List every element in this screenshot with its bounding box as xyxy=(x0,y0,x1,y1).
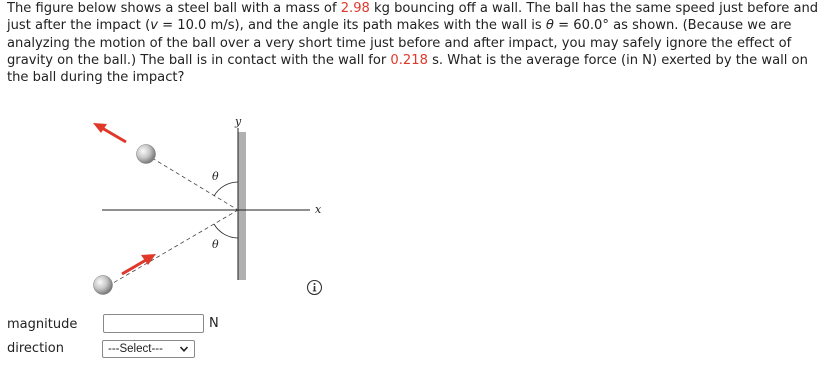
outgoing-velocity-arrow xyxy=(93,123,126,142)
problem-text-1: The figure below shows a steel ball with a mass of xyxy=(7,1,341,16)
lower-theta-label: θ xyxy=(212,238,219,251)
upper-angle-arc xyxy=(214,182,238,196)
wall xyxy=(238,132,246,280)
y-axis-label: y xyxy=(235,115,242,128)
incoming-velocity-arrow xyxy=(122,254,156,274)
ball-wall-figure xyxy=(80,112,340,307)
x-axis-label: x xyxy=(315,203,322,216)
direction-select-value: ---Select--- xyxy=(108,343,163,355)
direction-select[interactable] xyxy=(102,340,195,358)
magnitude-unit: N xyxy=(209,316,219,331)
problem-statement xyxy=(7,0,825,86)
problem-text-5: s. What is the average force (in N) exerted by the wall on the ball during the impact? xyxy=(7,52,808,86)
contact-time-value: 0.218 xyxy=(390,52,428,68)
problem-text-2: kg bouncing off a wall. The ball has the same speed just before and just after the impact ( xyxy=(7,1,819,34)
outgoing-ball xyxy=(137,145,156,164)
lower-angle-arc xyxy=(214,224,238,238)
outgoing-path-dashed xyxy=(152,158,238,210)
problem-text-4: = 60.0° as shown. (Because we are analyzing the motion of the ball over a very short time just before and after impact, you may safely ignore the effect of gravity on the ball.) The ball is in contact with the wall for xyxy=(7,18,792,68)
magnitude-label: magnitude xyxy=(7,317,78,332)
info-icon[interactable] xyxy=(306,279,323,296)
velocity-symbol: v xyxy=(150,18,158,34)
mass-value: 2.98 xyxy=(340,1,370,16)
incoming-ball xyxy=(94,276,113,295)
upper-theta-label: θ xyxy=(212,170,219,183)
direction-label: direction xyxy=(7,341,64,356)
problem-text-3: = 10.0 m/s), and the angle its path makes with the wall is xyxy=(157,18,546,34)
chevron-down-icon xyxy=(179,344,189,354)
theta-symbol: θ xyxy=(545,18,554,34)
magnitude-input[interactable] xyxy=(103,314,204,333)
